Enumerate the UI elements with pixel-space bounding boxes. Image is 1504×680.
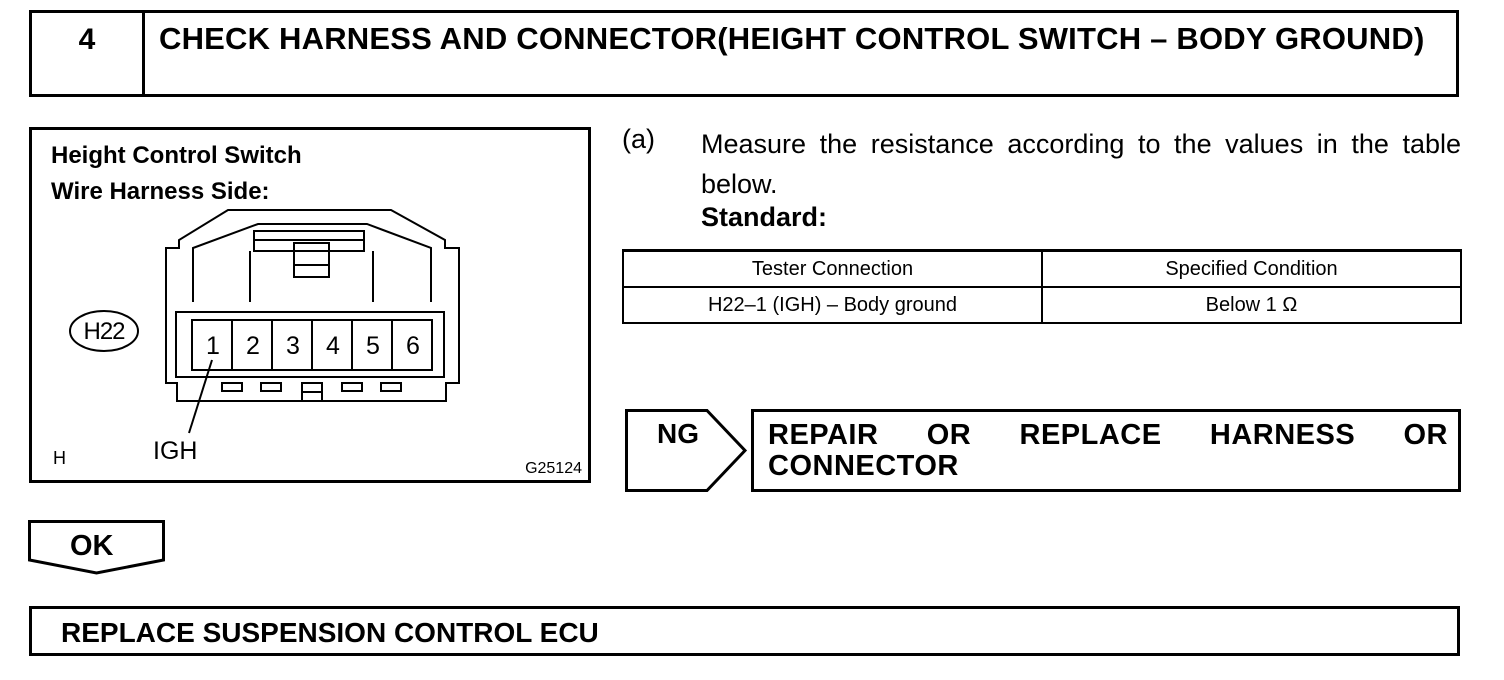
figure-id: G25124 xyxy=(525,460,582,477)
step-number: 4 xyxy=(32,13,145,94)
table-header-cell: Specified Condition xyxy=(1042,251,1461,288)
ng-action-box xyxy=(751,409,1461,492)
step-title: CHECK HARNESS AND CONNECTOR(HEIGHT CONTROL SWITCH – BODY GROUND) xyxy=(159,21,1425,56)
pin-3: 3 xyxy=(286,332,300,360)
table-cell: H22–1 (IGH) – Body ground xyxy=(623,287,1042,323)
diagram-title-line1: Height Control Switch xyxy=(51,142,302,169)
pin-2: 2 xyxy=(246,332,260,360)
pin-6: 6 xyxy=(406,332,420,360)
connector-code-label: H22 xyxy=(83,318,125,345)
table-row xyxy=(623,287,1461,323)
ng-label: NG xyxy=(657,418,699,449)
diagram-title xyxy=(51,138,302,210)
instruction-text: Measure the resistance according to the values in the table below. xyxy=(701,129,1461,199)
pin-5: 5 xyxy=(366,332,380,360)
pin-4: 4 xyxy=(326,332,340,360)
diagram-title-line2: Wire Harness Side: xyxy=(51,178,270,205)
table-cell: Below 1 Ω xyxy=(1042,287,1461,323)
table-header-cell: Tester Connection xyxy=(623,251,1042,288)
connector-diagram xyxy=(29,127,591,483)
step-header xyxy=(29,10,1459,97)
ok-label: OK xyxy=(70,530,114,562)
table-header-row xyxy=(623,251,1461,288)
pin-callout-label: IGH xyxy=(153,437,198,465)
ng-action-text: REPAIR OR REPLACE HARNESS OR CONNECTOR xyxy=(768,419,1448,482)
instruction-letter: (a) xyxy=(622,124,655,154)
standard-label: Standard: xyxy=(701,202,828,232)
final-action-text: REPLACE SUSPENSION CONTROL ECU xyxy=(61,617,599,648)
final-action-box xyxy=(29,606,1460,656)
corner-mark: H xyxy=(53,448,66,468)
spec-table xyxy=(622,249,1462,324)
pin-1: 1 xyxy=(206,332,220,360)
